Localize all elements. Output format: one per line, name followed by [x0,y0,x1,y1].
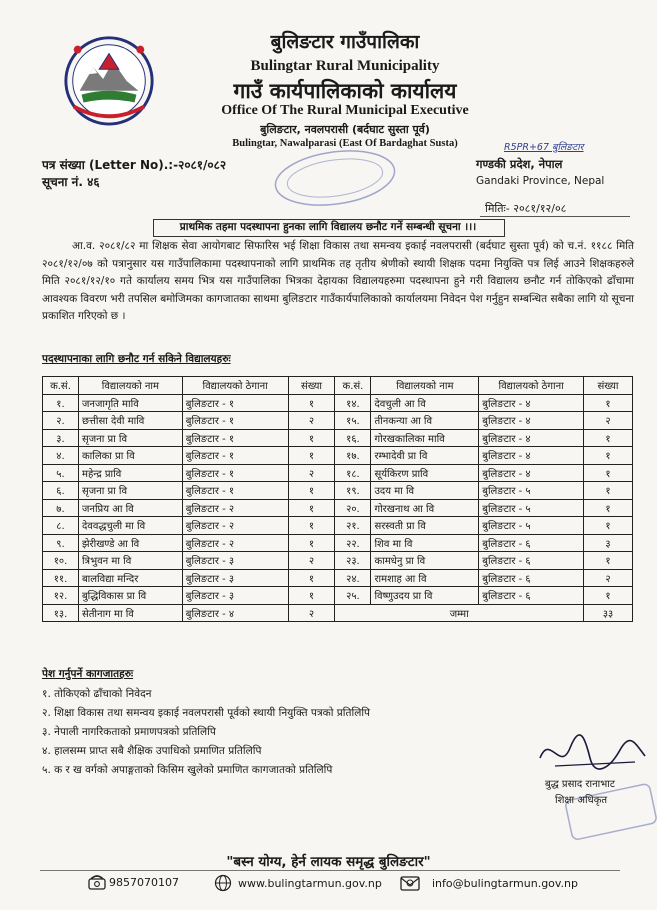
requirement-item: ३. नेपाली नागरिकताको प्रमाणपत्रको प्रतिलिपि [42,726,216,738]
col-header: संख्या [584,377,633,395]
table-cell: झेरीखण्डे आ वि [78,534,182,552]
table-cell: देववद्धचुली मा वि [78,517,182,535]
col-header: क.सं. [43,377,79,395]
phone-icon [88,874,106,890]
table-cell: सृजना प्रा वि [78,429,182,447]
table-cell: बुलिङटार - २ [182,499,288,517]
table-row [43,517,633,535]
table-cell: कालिका प्रा वि [78,447,182,465]
col-header: विद्यालयको नाम [78,377,182,395]
table-cell: ११. [43,569,79,587]
notice-title: प्राथमिक तहमा पदस्थापना हुनका लागि विद्यालय छनौट गर्ने सम्बन्धी सूचना ।।। [179,221,477,233]
table-cell: १ [584,552,633,570]
table-cell: ९. [43,534,79,552]
table-cell: १४. [335,394,371,412]
table-cell: १ [584,429,633,447]
col-header: विद्यालयको ठेगाना [182,377,288,395]
table-row [43,604,633,622]
col-header: विद्यालयको नाम [371,377,479,395]
table-cell: ३. [43,429,79,447]
notice-date: मितिः- २०८१/१२/०८ [485,202,567,215]
table-cell: २२. [335,534,371,552]
table-row [43,569,633,587]
table-cell: बुलिङटार - ५ [479,517,584,535]
table-cell: जनप्रिय आ वि [78,499,182,517]
table-cell: बुलिङटार - ६ [479,552,584,570]
col-header: विद्यालयको ठेगाना [479,377,584,395]
province-nepali: गण्डकी प्रदेश, नेपाल [476,157,563,171]
table-cell: बालविद्या मन्दिर [78,569,182,587]
table-cell: २५. [335,587,371,605]
table-cell: १ [288,482,335,500]
table-cell: १ [584,482,633,500]
table-cell: १ [584,517,633,535]
table-cell: २१. [335,517,371,535]
table-cell: १ [288,429,335,447]
table-body [43,394,633,622]
mail-icon [400,874,420,892]
table-row [43,394,633,412]
table-cell: बुलिङटार - ५ [479,482,584,500]
table-cell: बुलिङटार - ४ [182,604,288,622]
globe-icon [214,874,232,892]
province-english: Gandaki Province, Nepal [476,175,605,187]
table-row [43,482,633,500]
table-cell: २ [288,412,335,430]
table-cell: बुलिङटार - २ [182,517,288,535]
footer-email[interactable]: info@bulingtarmun.gov.np [432,877,579,890]
plus-code: R5PR+67 बुलिङटार [504,142,584,153]
footer-divider [40,870,620,871]
table-row [43,499,633,517]
table-cell: बुलिङटार - ३ [182,569,288,587]
table-cell: बुलिङटार - ३ [182,587,288,605]
table-cell: १ [584,587,633,605]
table-cell: गोरखकालिका मावि [371,429,479,447]
letter-number: पत्र संख्या (Letter No).:-२०८१/०८२ [42,158,227,172]
table-cell: १ [288,534,335,552]
table-cell: १ [584,447,633,465]
table-cell: बुलिङटार - १ [182,429,288,447]
table-cell: ६. [43,482,79,500]
requirement-item: ४. हालसम्म प्राप्त सबै शैक्षिक उपाधिको प्रमाणित प्रतिलिपि [42,745,262,757]
table-row [43,587,633,605]
office-name-english: Office Of The Rural Municipal Executive [221,103,469,118]
footer-slogan: "बस्न योग्य, हेर्न लायक समृद्ध बुलिङटार" [226,854,431,870]
table-cell: विष्णुउदय प्रा वि [371,587,479,605]
table-cell: १ [584,464,633,482]
table-cell: ८. [43,517,79,535]
notice-number: सूचना नं. ४६ [42,175,100,189]
requirement-item: १. तोकिएको ढाँचाको निवेदन [42,688,152,700]
table-cell: बुलिङटार - ६ [479,587,584,605]
table-cell: बुलिङटार - १ [182,482,288,500]
address-english: Bulingtar, Nawalparasi (East Of Bardaghat Susta) [232,138,458,149]
table-cell: १७. [335,447,371,465]
table-cell: २३. [335,552,371,570]
table-cell: १ [288,587,335,605]
table-cell: १ [288,447,335,465]
table-cell: १२. [43,587,79,605]
table-cell: तीनकन्या आ वि [371,412,479,430]
table-header-row [43,377,633,395]
table-row [43,429,633,447]
col-header: संख्या [288,377,335,395]
table-cell: १८. [335,464,371,482]
table-cell: २ [288,464,335,482]
table-cell: २. [43,412,79,430]
table-cell: १ [584,394,633,412]
table-cell: बुलिङटार - १ [182,412,288,430]
table-cell: ४. [43,447,79,465]
table-cell: बुलिङटार - ४ [479,429,584,447]
table-cell: १६. [335,429,371,447]
table-cell: बुलिङटार - ४ [479,447,584,465]
table-cell: सरस्वती प्रा वि [371,517,479,535]
table-cell: बुलिङटार - ३ [182,552,288,570]
table-cell: बुलिङटार - ६ [479,569,584,587]
table-cell: महेन्द्र प्रावि [78,464,182,482]
table-row [43,447,633,465]
table-cell: बुद्धिविकास प्रा वि [78,587,182,605]
table-cell: १ [288,499,335,517]
table-cell: बुलिङटार - ४ [479,412,584,430]
date-underline [480,216,630,217]
signer-name: बुद्ध प्रसाद रानाभाट [545,779,615,790]
table-cell: सृजना प्रा वि [78,482,182,500]
table-cell: बुलिङटार - २ [182,534,288,552]
table-cell: बुलिङटार - १ [182,464,288,482]
table-cell: गोरखनाथ आ वि [371,499,479,517]
dispatch-stamp-icon [270,146,400,210]
requirement-item: २. शिक्षा विकास तथा समन्वय इकाई नवलपरासी पूर्वको स्थायी नियुक्ति पत्रको प्रतिलिपि [42,707,371,719]
table-cell: ७. [43,499,79,517]
nepal-emblem-icon [60,30,158,128]
table-row [43,552,633,570]
table-cell: १०. [43,552,79,570]
table-cell: छत्तीसा देवी मावि [78,412,182,430]
footer-website[interactable]: www.bulingtarmun.gov.np [238,877,382,890]
table-cell: रम्भादेवी प्रा वि [371,447,479,465]
signer-title: शिक्षा अधिकृत [555,795,608,806]
table-cell: १३. [43,604,79,622]
footer-phone: 9857070107 [109,876,179,889]
table-cell: २४. [335,569,371,587]
table-cell: त्रिभुवन मा वि [78,552,182,570]
table-cell: बुलिङटार - ६ [479,534,584,552]
col-header: क.सं. [335,377,371,395]
table-cell: ५. [43,464,79,482]
table-cell: १ [288,517,335,535]
table-cell: १५. [335,412,371,430]
table-cell: शिव मा वि [371,534,479,552]
school-list-heading: पदस्थापनाका लागि छनौट गर्न सकिने विद्यालयहरुः [42,353,231,365]
municipality-name-nepali: बुलिङटार गाउँपालिका [270,31,420,53]
total-label: जम्मा [335,604,584,622]
table-cell: १ [288,394,335,412]
table-cell: सूर्यकिरण प्रावि [371,464,479,482]
official-seal-icon [560,782,657,842]
school-table [42,376,633,622]
table-cell: बुलिङटार - ५ [479,499,584,517]
table-row [43,534,633,552]
table-cell: २ [584,569,633,587]
municipality-name-english: Bulingtar Rural Municipality [250,58,440,74]
table-cell: देवचुली आ वि [371,394,479,412]
table-cell: सेतीनाग मा वि [78,604,182,622]
table-cell: रामशाह आ वि [371,569,479,587]
table-cell: बुलिङटार - १ [182,394,288,412]
requirement-item: ५. क र ख वर्गको अपाङ्गताको किसिम खुलेको प्रमाणित कागजातको प्रतिलिपि [42,764,333,776]
total-value: ३३ [584,604,633,622]
table-row [43,464,633,482]
table-cell: बुलिङटार - ४ [479,394,584,412]
table-cell: बुलिङटार - ४ [479,464,584,482]
table-cell: बुलिङटार - १ [182,447,288,465]
table-cell: कामधेनु प्रा वि [371,552,479,570]
table-cell: २ [288,552,335,570]
table-cell: २ [288,604,335,622]
table-cell: १. [43,394,79,412]
signature-icon [535,728,650,778]
table-cell: २०. [335,499,371,517]
table-cell: २ [584,412,633,430]
notice-body: आ.व. २०८१/८२ मा शिक्षक सेवा आयोगबाट सिफारिस भई शिक्षा विकास तथा समन्वय इकाई नवलपरासी (बर्दघाट सुस्ता पूर्व) को च.नं. ११८८ मिति २०८१/१२/०७ को पत्रानुसार यस गाउँपालिकामा पदस्थापनाको लागि प्राथमिक तह तृतीय श्रेणीको स्थायी शिक्षक पदमा नियुक्ति पत्र लिई आउने शिक्षकहरुले मिति २०८१/१२/१० गते कार्यालय समय भित्र यस गाउँपालिका भित्रका देहायका विद्यालयहरुमा पदस्थापना हुने गरी विद्यालय छनौट गर्न तोकिएको ढाँचामा आवश्यक विवरण भरी तपसिल बमोजिमका कागजातका साथमा बुलिङटार गाउँकार्यपालिकाको कार्यालयमा निवेदन पेश गर्नुहुन सम्बन्धित सबैका लागि यो सूचना प्रकाशित गरिएको छ । [42,240,634,323]
table-cell: १९. [335,482,371,500]
address-nepali: बुलिङटार, नवलपरासी (बर्दघाट सुस्ता पूर्व) [260,123,430,136]
office-name-nepali: गाउँ कार्यपालिकाको कार्यालय [233,79,457,103]
table-row [43,412,633,430]
table-cell: उदय मा वि [371,482,479,500]
requirements-heading: पेश गर्नुपर्ने कागजातहरुः [42,668,134,680]
table-cell: ३ [584,534,633,552]
table-cell: १ [288,569,335,587]
table-cell: १ [584,499,633,517]
table-cell: जनजागृति मावि [78,394,182,412]
